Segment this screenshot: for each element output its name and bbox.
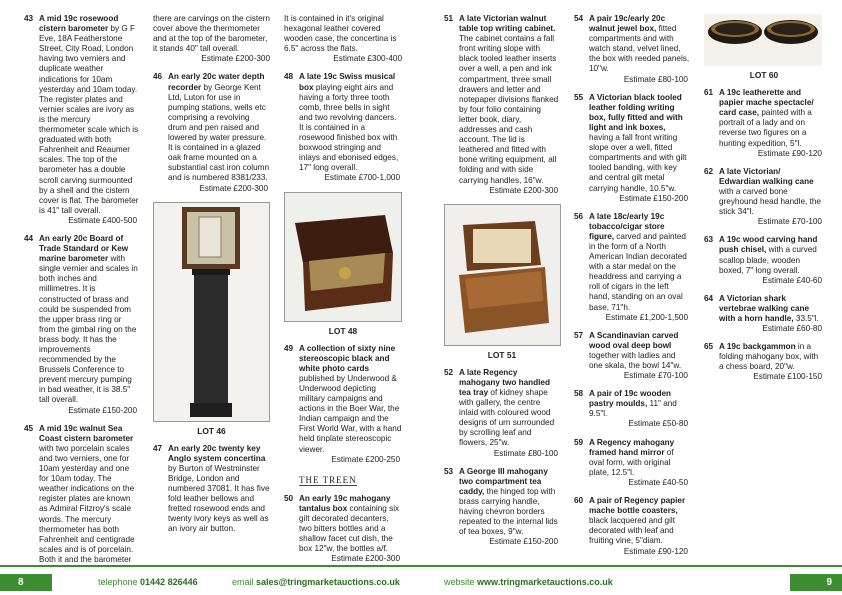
lot-heading: A George III mahogany two compartment tea caddy,: [459, 466, 548, 496]
lot-45-continued: [153, 14, 270, 64]
lot-57: [574, 331, 690, 381]
lot-heading: An early 19c mahogany tantalus box: [299, 493, 391, 513]
footer-email: [232, 577, 400, 587]
lot-description: black lacquered and gilt decorated with leaf and fruiting vine, 5"diam.: [589, 516, 676, 546]
lot-estimate: Estimate £150-200: [68, 405, 137, 415]
lot-61: [704, 88, 824, 159]
lot-number: 60: [574, 496, 584, 506]
section-heading-treen: THE TREEN: [299, 474, 357, 485]
footer-telephone: [98, 577, 198, 587]
lot-heading: A pair of 19c wooden pastry moulds,: [589, 389, 672, 409]
lot-number: 61: [704, 88, 714, 98]
column-1: [24, 14, 139, 593]
lot-estimate: Estimate £700-1,000: [324, 173, 400, 183]
lot-43: [24, 14, 139, 226]
lot-46-photo: [153, 202, 270, 422]
lot-description: 33.5"l.: [793, 313, 819, 323]
lot-51: [444, 14, 560, 196]
depth-recorder-image: [154, 203, 269, 421]
lot-description: the hinged top with brass carrying handle, having chevron borders repeated to the internal lids of tea boxes, 9"w.: [459, 486, 558, 537]
lot-estimate: Estimate £150-200: [489, 537, 558, 547]
column-6: [704, 14, 824, 391]
lot-estimate: Estimate £80-100: [623, 74, 688, 84]
lot-47-continued: [284, 14, 402, 64]
lot-estimate: Estimate £70-100: [757, 217, 822, 227]
lot-description: playing eight airs and having a forty three tooth comb, three bells in sight and two revolving dancers. It is contained in a rosewood finished box with boxwood stringing and inlays and ebonised edges, 17" long overall.: [299, 82, 399, 173]
lot-number: 62: [704, 166, 714, 176]
lot-48-photo: [284, 192, 402, 322]
lot-estimate: Estimate £150-200: [619, 193, 688, 203]
website-link[interactable]: www.tringmarketauctions.co.uk: [477, 577, 613, 587]
lot-heading: An early 20c Board of Trade Standard or Kew marine barometer: [39, 233, 129, 264]
lot-51-photo: [444, 204, 561, 346]
lot-55: [574, 93, 690, 204]
lot-50: [284, 494, 402, 565]
lot-estimate: Estimate £200-300: [331, 554, 400, 564]
lot-description: published by Underwood & Underwood depicting military campaigns and actions in the Boer War, the Indian campaign and the First World War, with a hand held tinplate stereoscopic viewer.: [299, 373, 402, 454]
lot-48-caption: LOT 48: [328, 325, 358, 336]
lot-heading: A 19c leatherette and papier mache spectacle/ card case,: [719, 88, 814, 118]
lot-estimate: Estimate £400-500: [68, 215, 137, 225]
lot-heading: A Victorian black tooled leather folding writing box, fully fitted and with light and ink boxes,: [589, 92, 683, 132]
lot-estimate: Estimate £200-250: [331, 454, 400, 464]
lot-heading: A pair 19c/early 20c walnut jewel box,: [589, 14, 666, 34]
lot-estimate: Estimate £50-80: [628, 419, 688, 429]
lot-description: with a carved bone greyhound head handle, the stick 34"l.: [719, 186, 821, 217]
lot-estimate: Estimate £1,200-1,500: [605, 312, 688, 322]
lot-number: 48: [284, 72, 294, 82]
lot-44: [24, 234, 139, 416]
lot-heading: A 19c wood carving hand push chisel,: [719, 235, 818, 255]
lot-description: with a curved scallop blade, wooden boxed, 7" long overall.: [719, 245, 817, 275]
lot-estimate: Estimate £40-60: [762, 275, 822, 285]
lot-heading: A mid 19c rosewood cistern barometer: [39, 14, 119, 34]
lot-heading: A 19c backgammon: [719, 342, 796, 352]
lot-62: [704, 167, 824, 228]
lot-description: of oval form, with original plate, 12.5"l.: [589, 447, 674, 477]
lot-number: 52: [444, 367, 454, 377]
lot-estimate: Estimate £200-300: [199, 183, 268, 193]
lot-number: 53: [444, 466, 454, 476]
lot-number: 51: [444, 14, 454, 23]
lot-heading: A late Victorian/ Edwardian walking cane: [719, 166, 814, 186]
lot-47: [153, 444, 270, 535]
lot-heading: A Scandinavian carved wood oval deep bowl: [589, 330, 679, 350]
lot-54: [574, 14, 690, 85]
email-link[interactable]: sales@tringmarketauctions.co.uk: [256, 577, 400, 587]
column-4: [444, 14, 560, 555]
lot-number: 55: [574, 92, 584, 102]
lot-heading: A pair of Regency papier mache bottle coasters,: [589, 496, 686, 516]
lot-46: [153, 72, 270, 193]
lot-description: containing six gilt decorated decanters, two bitters bottles and a shallow facet cut dish, the box 12"w, the bottles a/f.: [299, 503, 400, 554]
lot-number: 58: [574, 389, 584, 399]
lot-number: 54: [574, 14, 584, 23]
page-footer: [0, 565, 842, 595]
lot-description: 11" and 9.5"l.: [589, 399, 677, 419]
lot-heading: An early 20c twenty key Anglo system concertina: [168, 443, 266, 463]
lot-60-caption: LOT 60: [749, 70, 779, 80]
website-label: website: [444, 577, 478, 587]
lot-description: It is contained in it's original hexagonal leather covered wooden case, the concertina is 6.5" across the flats.: [284, 14, 397, 54]
lot-estimate: Estimate £70-100: [623, 371, 688, 381]
writing-cabinet-image: [445, 205, 560, 345]
lot-63: [704, 235, 824, 285]
lot-48: [284, 72, 402, 183]
lot-number: 47: [153, 443, 163, 453]
lot-heading: An early 20c water depth recorder: [168, 72, 265, 92]
lot-49: [284, 344, 402, 465]
lot-45: [24, 424, 139, 586]
lot-number: 44: [24, 233, 34, 243]
lot-description: The cabinet contains a fall front writing slope with black tooled leather inserts over a well, a pen and ink compartment, three small drawers and letter and notepaper divisions flanked by four folio containing letter book, diary, addresses and cash account. The lid is leathered and fitted with bone writing equipment, all folding and with side carrying handles, 16"w.: [459, 34, 559, 185]
lot-description: together with ladies and one skala, the bowl 14"w.: [589, 350, 682, 370]
footer-website: [444, 577, 613, 587]
lot-number: 45: [24, 423, 34, 433]
lot-description: by G F Eve, 18A Featherstone Street, City Road, London having two verniers and duplicate weather indications for 10am yesterday and 10am today. The register plates and vernier scales are ivory as is the mercury thermometer scale which is graduated with both Fahrenheit and Reaumer scales. The top of the barometer has a double scroll carving surmounted by a shell and the cistern cover is flat. The barometer is 41" tall overall.: [39, 24, 139, 215]
lot-60-photo: [704, 14, 822, 66]
lot-heading: A Regency mahogany framed hand mirror: [589, 437, 675, 457]
lot-description: there are carvings on the cistern cover above the thermometer and at the top of the barometer, it stands 40" tall overall.: [153, 14, 270, 54]
lot-estimate: Estimate £100-150: [753, 372, 822, 382]
lot-heading: A Victorian shark vertebrae walking cane with a horn handle,: [719, 293, 810, 323]
lot-number: 65: [704, 342, 714, 352]
lot-56: [574, 212, 690, 323]
lot-52: [444, 368, 560, 459]
lot-64: [704, 294, 824, 334]
lot-description: by George Kent Ltd, Luton for use in pumping stations, wells etc comprising a revolving drum and pen raised and lowered by water pressure. It is contained in a glazed oak frame mounted on a substantial cast iron column and is numbered 8381/233.: [168, 82, 270, 183]
column-5: [574, 14, 690, 565]
lot-heading: A late Victorian walnut table top writing cabinet.: [459, 14, 556, 34]
column-2: [153, 14, 270, 543]
lot-59: [574, 438, 690, 488]
lot-number: 56: [574, 211, 584, 221]
telephone-number[interactable]: 01442 826446: [140, 577, 198, 587]
lot-number: 64: [704, 293, 714, 303]
lot-estimate: Estimate £200-300: [201, 54, 270, 64]
lot-description: by Burton of Westminster Bridge, London and numbered 37081. It has five fold leather bellows and fretted rosewood ends and twenty ivory keys as well as an ivory air button.: [168, 463, 270, 534]
lot-65: [704, 342, 824, 382]
lot-number: 59: [574, 437, 584, 447]
lot-estimate: Estimate £40-50: [628, 477, 688, 487]
page-number-right: 9: [790, 574, 842, 591]
lot-description: painted with a portrait of a lady and on reverse two figures on a hunting expedition, 5"l.: [719, 108, 812, 148]
lot-number: 46: [153, 72, 163, 82]
lot-number: 50: [284, 493, 294, 503]
lot-description: having a fall front writing slope over a well, fitted compartments and with gilt tooled banding, with key and central gilt metal carrying handle, 10.5"w.: [589, 133, 687, 193]
lot-number: 49: [284, 343, 294, 353]
lot-description: with two porcelain scales and two verniers, one for 10am yesterday and one for 10am today. The weather indications on the register plates are known as Admiral Fitzroy's scale words. The mercury thermometer has both Fahrenheit and centigrade scales and is of porcelain. Both it and the barometer: [39, 443, 135, 564]
lot-heading: A late 18c/early 19c tobacco/cigar store figure,: [589, 211, 665, 241]
lot-description: with single vernier and scales in both inches and millimetres. It is constructed of brass and could be suspended from the upper brass ring or from the gimbal ring on the brass body. It has the improvements recommended by the Brussels Conference to prevent mercury pumping in bad weather, it is 38.5" tall overall.: [39, 254, 138, 405]
lot-description: carved and painted in the form of a North American Indian decorated with a star medal on the headdress and carrying a roll of cigars in the left hand, standing on an oval base, 71"h.: [589, 231, 687, 312]
lot-number: 43: [24, 14, 34, 23]
telephone-label: telephone: [98, 577, 141, 587]
lot-estimate: Estimate £80-100: [493, 448, 558, 458]
lot-description: of kidney shape with gallery, the centre inlaid with coloured wood designs of urn surrounded by scrolling leaf and flowers, 25"w.: [459, 387, 555, 448]
lot-estimate: Estimate £300-400: [333, 54, 402, 64]
lot-46-caption: LOT 46: [197, 425, 226, 436]
lot-estimate: Estimate £200-300: [489, 185, 558, 195]
lot-number: 57: [574, 330, 584, 340]
lot-60: [574, 496, 690, 557]
lot-heading: A late 19c Swiss musical box: [299, 72, 396, 92]
lot-estimate: Estimate £90-120: [757, 148, 822, 158]
lot-heading: A late Regency mahogany two handled tea tray: [459, 367, 550, 397]
music-box-image: [285, 193, 401, 321]
lot-53: [444, 467, 560, 548]
lot-estimate: Estimate £90-120: [623, 546, 688, 556]
page-number-left: 8: [0, 574, 52, 591]
bottle-coasters-image: [704, 14, 822, 66]
lot-heading: A mid 19c walnut Sea Coast cistern barometer: [39, 423, 134, 443]
lot-description: fitted compartments and with watch stand, velvet lined, the box with reeded panels, 10"w.: [589, 24, 690, 74]
lot-estimate: Estimate £60-80: [762, 324, 822, 334]
lot-51-caption: LOT 51: [487, 349, 517, 360]
lot-description: in a folding mahogany box, with a chess board, 20"w.: [719, 342, 819, 372]
lot-number: 63: [704, 235, 714, 245]
column-3: [284, 14, 402, 572]
lot-58: [574, 389, 690, 429]
lot-heading: A collection of sixty nine stereoscopic black and white photo cards: [299, 343, 396, 373]
email-label: email: [232, 577, 257, 587]
